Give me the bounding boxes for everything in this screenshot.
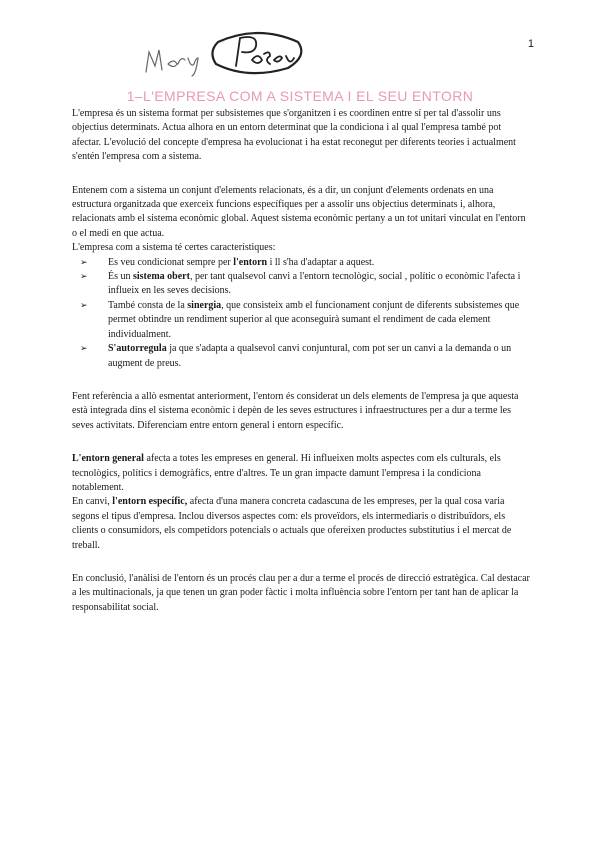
paragraph-environment: Fent referència a allò esmentat anteriorment, l'entorn és considerat un dels elements de l'empresa ja que aquesta està integrada dins el sistema econòmic i depèn de les seves estructures i infraestructures per a dur a terme les seves activitats. Diferenciam entre entorn general i entorn específic.: [72, 390, 519, 431]
page-number: 1: [527, 38, 534, 50]
characteristics-list: [72, 256, 530, 371]
paragraph-characteristics-intro: L'empresa com a sistema té certes característiques:: [72, 242, 276, 254]
list-item: ➢ Es veu condicionat sempre per l'entorn i ll s'ha d'adaptar a aquest.: [72, 256, 530, 270]
document-title: 1–L'EMPRESA COM A SISTEMA I EL SEU ENTORN: [126, 88, 474, 104]
list-item: ➢ També consta de la sinergia, que consisteix amb el funcionament conjunt de diferents subsistemes que permet obtindre un rendiment superior al que aconseguirà sumant el rendiment de cada element individualment.: [80, 299, 520, 340]
paragraph-general-environment: L'entorn general afecta a totes les empreses en general. Hi influeixen molts aspectes com els culturals, els tecnològics, polítics i demogràfics, entre d'altres. Te un gran impacte damunt l'empresa i la condiciona notablement.: [72, 453, 501, 493]
arrow-bullet-icon: ➢: [80, 257, 88, 268]
paragraph-specific-environment: En canvi, l'entorn específic, afecta d'una manera concreta cadascuna de les empreses, per la qual cosa varia segons el tipus d'empresa. Inclou diversos aspectes com: els proveïdors, els intermediaris o distribuïdors, els clients o consumidors, els competidors potencials o actuals que ofereixen productes substitutius i el mercat de treball.: [72, 496, 512, 551]
arrow-bullet-icon: ➢: [80, 272, 88, 283]
paragraph-system-definition: Entenem com a sistema un conjunt d'elements relacionats, és a dir, un conjunt d'elements ordenats en una estructura organitzada que exerceix funcions específiques per a assolir uns objectius determinats i, alhora, relacionats amb el sistema econòmic global. Aquest sistema econòmic pertany a un tot unitari vinculat en l'entorn o el medi en que actua.: [72, 184, 526, 239]
paragraph-intro: L'empresa és un sistema format per subsistemes que s'organitzen i es coordinen entre sí per tal d'assolir uns objectius determinats. Actua alhora en un entorn determinat que la condiciona i al qual l'empresa també pot afectar. L'evolució del concepte d'empresa ha evolucionat i ha estat reconegut per diferents teories i actualment s'entén l'empresa com a sistema.: [72, 108, 516, 163]
arrow-bullet-icon: ➢: [80, 344, 88, 355]
paragraph-conclusion: En conclusió, l'anàlisi de l'entorn és un procés clau per a dur a terme el procés de direcció estratègica. Cal destacar a les multinacionals, ja que tenen un gran poder fàctic i molta influència sobre l'entorn per tant han de aplicar la responsabilitat social.: [72, 572, 530, 613]
list-item: ➢ És un sistema obert, per tant qualsevol canvi a l'entorn tecnològic, social , polític o econòmic l'afecta i influeix en les seves decisions.: [80, 271, 521, 297]
document-body: [72, 107, 530, 615]
list-item: ➢ S'autorregula ja que s'adapta a qualsevol canvi conjuntural, com pot ser un canvi a la demanda o un augment de preus.: [80, 343, 512, 369]
arrow-bullet-icon: ➢: [80, 300, 88, 311]
signature-logo: [140, 20, 310, 80]
